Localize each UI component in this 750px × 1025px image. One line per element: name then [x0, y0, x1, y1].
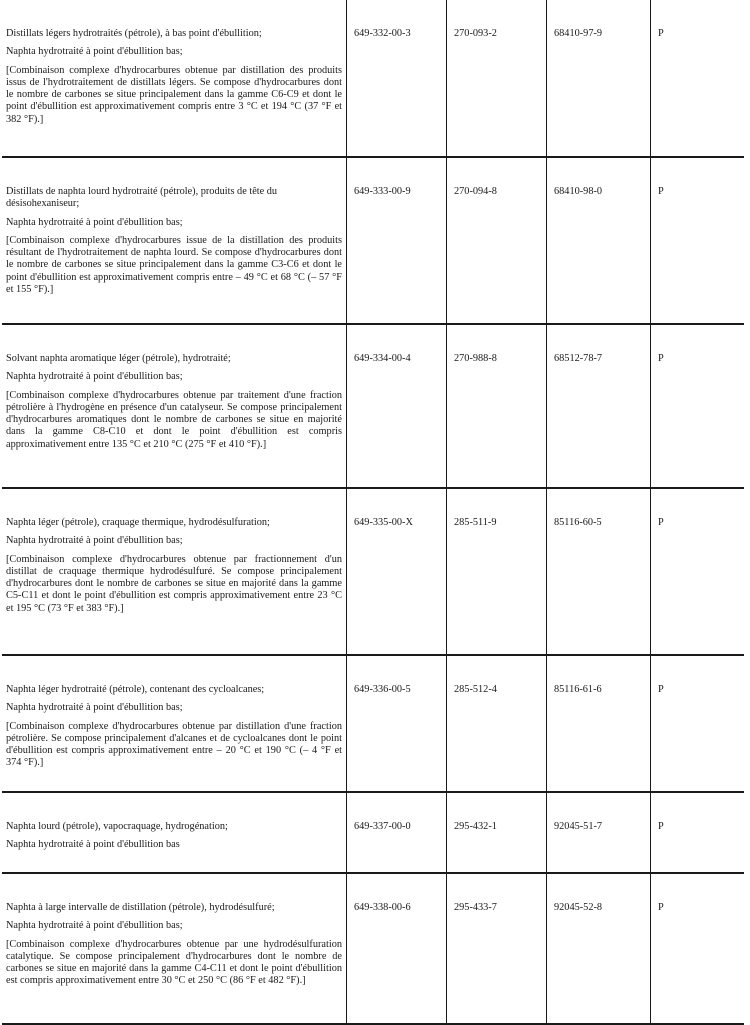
ec-number: 270-988-8 — [447, 324, 547, 488]
cas-number: 68410-97-9 — [547, 0, 651, 157]
ec-number: 270-094-8 — [447, 157, 547, 324]
substance-name: Distillats de naphta lourd hydrotraité (pétrole), produits de tête du désisohexaniseur; — [6, 186, 278, 210]
substance-name: Naphta léger hydrotraité (pétrole), contenant des cycloalcanes; — [6, 684, 265, 695]
substance-description: [Combinaison complexe d'hydrocarbures obtenue par traitement d'une fraction pétrolière à l'hydrogène en présence d'un catalyseur. Se compose principalement d'hydrocarbures aromatiques dont le nombre de carbones se situe en majorité dans la gamme C8-C10 et dont le point d'ébullition est compris approximativement entre 135 °C et 210 °C (275 °F et 410 °F).] — [6, 389, 342, 450]
substance-description: [Combinaison complexe d'hydrocarbures obtenue par distillation des produits issus de l'hydrotraitement de distillats légers. Se compose d'hydrocarbures dont le nombre de carbones se situe principalement dans la gamme C6-C9 et dont le point d'ébullition est approximativement compris entre 3 °C et 194 °C (37 °F et 382 °F).] — [6, 64, 342, 125]
note-letter: P — [651, 324, 745, 488]
substance-name-cell — [2, 488, 347, 655]
substance-description: [Combinaison complexe d'hydrocarbures issue de la distillation des produits résultant de l'hydrotraitement de naphta lourd. Se compose d'hydrocarbures dont le nombre de carbones se situe principalement dans la gamme C3-C6 et dont le point d'ébullition est approximativement compris entre – 49 °C et 68 °C (– 57 °F et 155 °F).] — [6, 234, 342, 296]
substance-name-cell — [2, 324, 347, 488]
substance-name-cell — [2, 655, 347, 792]
index-number: 649-335-00-X — [347, 488, 447, 655]
note-letter: P — [651, 655, 745, 792]
substance-synonym: Naphta hydrotraité à point d'ébullition bas; — [6, 920, 183, 932]
substance-synonym: Naphta hydrotraité à point d'ébullition bas — [6, 839, 180, 851]
cas-number: 68512-78-7 — [547, 324, 651, 488]
table-row — [2, 873, 744, 1024]
note-letter: P — [651, 157, 745, 324]
table-row — [2, 324, 744, 488]
table-row — [2, 0, 744, 157]
substance-description: [Combinaison complexe d'hydrocarbures obtenue par une hydrodésulfuration catalytique. Se compose principalement d'hydrocarbures dont le nombre de carbones se situe en majorité dans la gamme C4-C11 et dont le point d'ébullition est compris approximativement entre 30 °C et 250 °C (86 °F et 482 °F).] — [6, 938, 342, 987]
substance-name-cell — [2, 0, 347, 157]
index-number: 649-338-00-6 — [347, 873, 447, 1024]
substance-name: Solvant naphta aromatique léger (pétrole), hydrotraité; — [6, 353, 231, 364]
substance-name-cell — [2, 792, 347, 873]
substance-name: Naphta lourd (pétrole), vapocraquage, hydrogénation; — [6, 821, 228, 832]
cas-number: 92045-51-7 — [547, 792, 651, 873]
index-number: 649-337-00-0 — [347, 792, 447, 873]
index-number: 649-334-00-4 — [347, 324, 447, 488]
ec-number: 295-433-7 — [447, 873, 547, 1024]
note-letter: P — [651, 0, 745, 157]
substance-synonym: Naphta hydrotraité à point d'ébullition bas; — [6, 216, 183, 228]
note-letter: P — [651, 488, 745, 655]
table-row — [2, 157, 744, 324]
cas-number: 68410-98-0 — [547, 157, 651, 324]
substance-synonym: Naphta hydrotraité à point d'ébullition bas; — [6, 702, 183, 714]
table-row — [2, 488, 744, 655]
substance-synonym: Naphta hydrotraité à point d'ébullition bas; — [6, 371, 183, 383]
table-row — [2, 792, 744, 873]
substance-name-cell — [2, 873, 347, 1024]
substance-name-cell — [2, 157, 347, 324]
substance-description: [Combinaison complexe d'hydrocarbures obtenue par distillation d'une fraction pétrolière. Se compose principalement d'alcanes et de cycloalcanes dont le point d'ébullition est compris approximativement entre – 20 °C et 190 °C (– 4 °F et 374 °F).] — [6, 720, 342, 769]
cas-number: 92045-52-8 — [547, 873, 651, 1024]
index-number: 649-332-00-3 — [347, 0, 447, 157]
note-letter: P — [651, 873, 745, 1024]
table-row — [2, 655, 744, 792]
index-number: 649-336-00-5 — [347, 655, 447, 792]
note-letter: P — [651, 792, 745, 873]
substance-synonym: Naphta hydrotraité à point d'ébullition bas; — [6, 535, 183, 547]
index-number: 649-333-00-9 — [347, 157, 447, 324]
substance-name: Distillats légers hydrotraités (pétrole), à bas point d'ébullition; — [6, 28, 262, 39]
ec-number: 270-093-2 — [447, 0, 547, 157]
substance-synonym: Naphta hydrotraité à point d'ébullition bas; — [6, 46, 183, 58]
substance-name: Naphta léger (pétrole), craquage thermique, hydrodésulfuration; — [6, 517, 270, 528]
cas-number: 85116-61-6 — [547, 655, 651, 792]
substance-description: [Combinaison complexe d'hydrocarbures obtenue par fractionnement d'un distillat de craquage thermique hydrodésulfuré. Se compose principalement d'hydrocarbures dont le nombre de carbones se situe en majorité dans la gamme C5-C11 et dont le point d'ébullition est compris approximativement entre 23 °C et 195 °C (73 °F et 383 °F).] — [6, 553, 342, 614]
substance-name: Naphta à large intervalle de distillation (pétrole), hydrodésulfuré; — [6, 902, 275, 913]
ec-number: 285-511-9 — [447, 488, 547, 655]
ec-number: 295-432-1 — [447, 792, 547, 873]
cas-number: 85116-60-5 — [547, 488, 651, 655]
substance-table — [2, 0, 744, 1025]
ec-number: 285-512-4 — [447, 655, 547, 792]
